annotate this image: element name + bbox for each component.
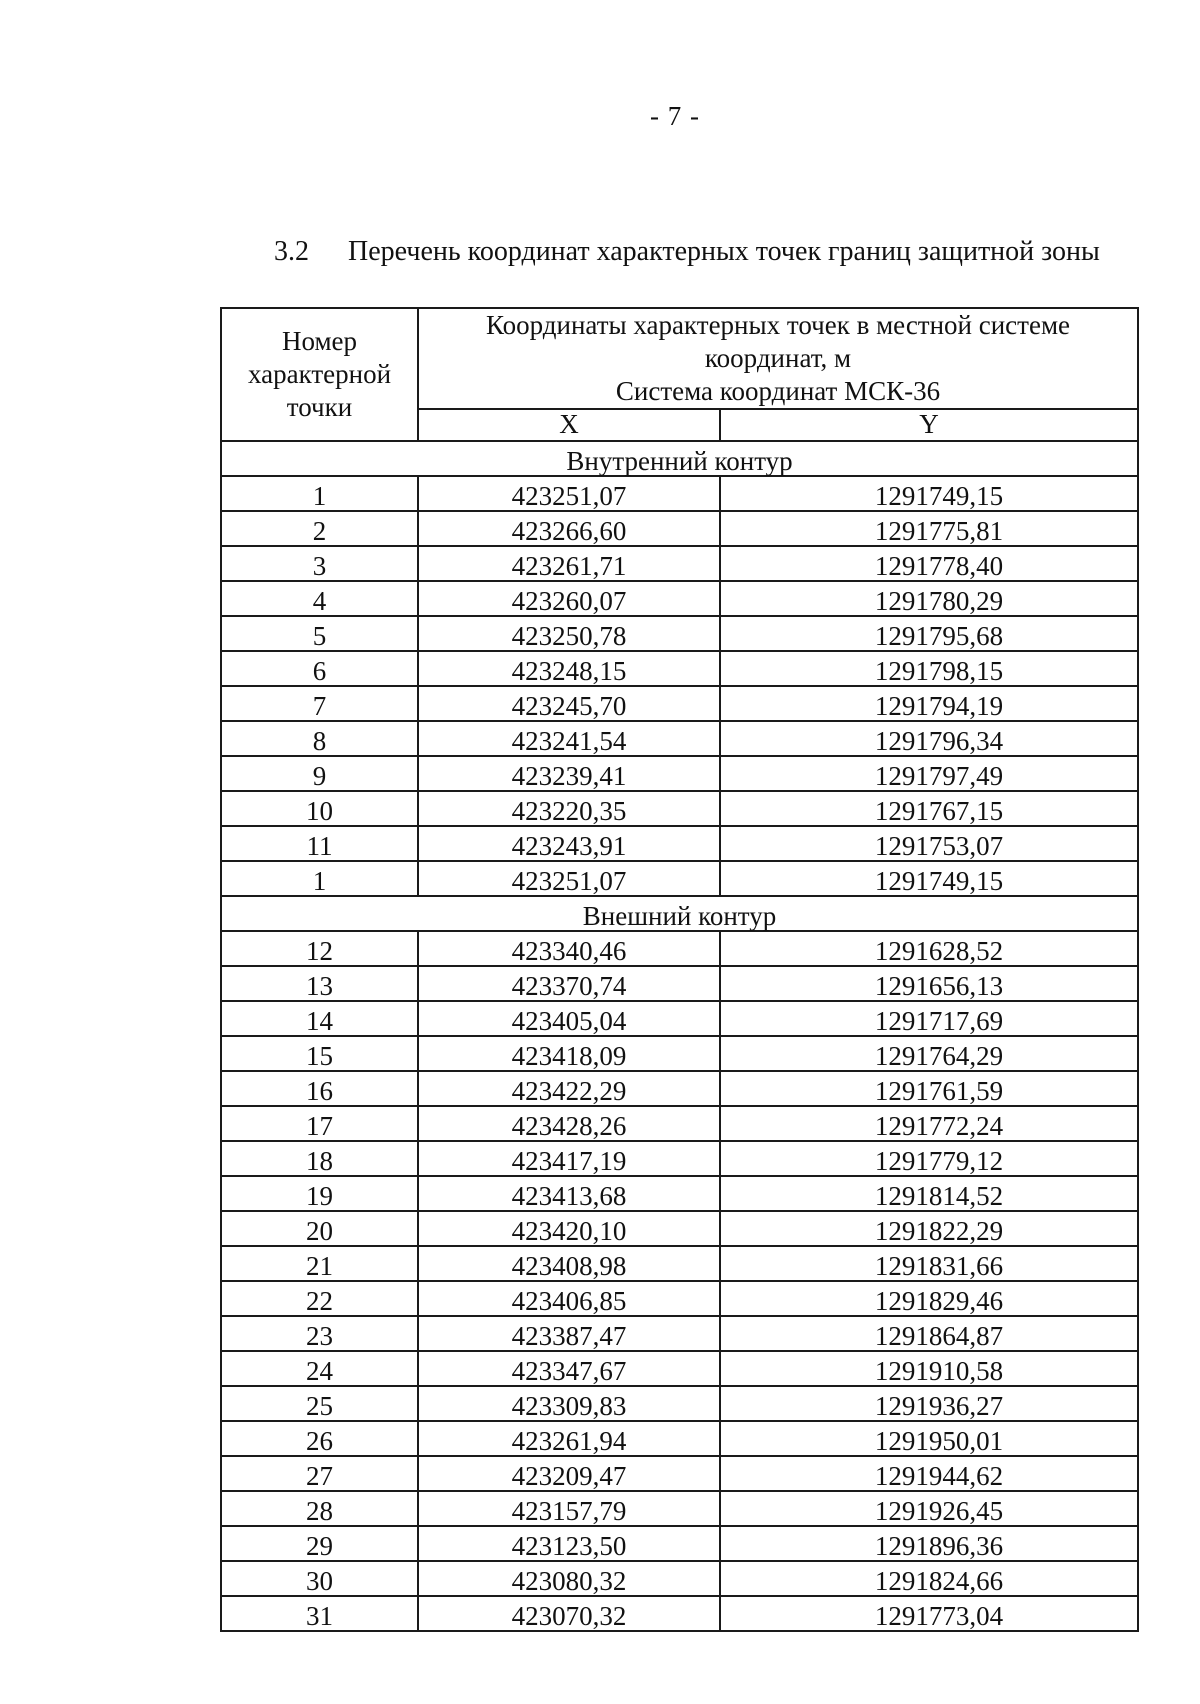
table-row [221, 721, 1138, 756]
x-coordinate-cell-value: 423123,50 [511, 1530, 627, 1561]
x-coordinate-cell [418, 1421, 720, 1456]
point-number-cell-value: 8 [312, 725, 327, 756]
x-coordinate-cell-value: 423418,09 [511, 1040, 627, 1071]
table-row [221, 1561, 1138, 1596]
table-row [221, 511, 1138, 546]
y-coordinate-cell [720, 546, 1138, 581]
y-coordinate-cell [720, 1001, 1138, 1036]
x-coordinate-cell-value: 423241,54 [511, 725, 627, 756]
y-coordinate-cell-value: 1291814,52 [874, 1180, 1004, 1211]
x-coordinate-cell [418, 1351, 720, 1386]
point-number-cell-value: 28 [306, 1495, 333, 1526]
y-coordinate-cell [720, 1036, 1138, 1071]
x-coordinate-cell [418, 966, 720, 1001]
point-number-cell [221, 1456, 418, 1491]
table-row [221, 1316, 1138, 1351]
point-number-cell-value: 24 [306, 1355, 333, 1386]
x-coordinate-cell-value: 423420,10 [511, 1215, 627, 1246]
point-number-cell-value: 14 [306, 1005, 333, 1036]
y-coordinate-cell [720, 1386, 1138, 1421]
point-number-cell-value: 1 [312, 480, 327, 511]
y-coordinate-cell [720, 861, 1138, 896]
point-number-cell [221, 476, 418, 511]
table-row [221, 1106, 1138, 1141]
point-number-cell [221, 1071, 418, 1106]
point-number-cell-value: 5 [312, 620, 327, 651]
x-coordinate-cell [418, 1456, 720, 1491]
point-number-cell-value: 4 [312, 585, 327, 616]
y-coordinate-cell [720, 1106, 1138, 1141]
y-coordinate-cell [720, 1071, 1138, 1106]
section-title: Перечень координат характерных точек границ защитной зоны [348, 236, 1100, 267]
point-number-cell [221, 1561, 418, 1596]
point-number-cell [221, 1001, 418, 1036]
y-coordinate-cell [720, 581, 1138, 616]
x-coordinate-cell [418, 686, 720, 721]
point-number-cell-value: 7 [312, 690, 327, 721]
y-coordinate-cell-value: 1291761,59 [874, 1075, 1004, 1106]
x-coordinate-cell-value: 423251,07 [511, 480, 627, 511]
x-coordinate-cell [418, 1071, 720, 1106]
group-title [221, 896, 1138, 931]
point-number-cell-value: 16 [306, 1075, 333, 1106]
point-number-cell [221, 1316, 418, 1351]
x-coordinate-cell [418, 756, 720, 791]
group-title [221, 441, 1138, 476]
point-number-cell-value: 21 [306, 1250, 333, 1281]
x-coordinate-cell [418, 791, 720, 826]
point-number-cell [221, 616, 418, 651]
y-coordinate-cell [720, 1526, 1138, 1561]
table-row [221, 1141, 1138, 1176]
point-number-cell-value: 27 [306, 1460, 333, 1491]
section-heading [274, 236, 1100, 268]
x-coordinate-cell [418, 1246, 720, 1281]
table-row [221, 651, 1138, 686]
point-number-cell-value: 20 [306, 1215, 333, 1246]
point-number-cell-value: 10 [306, 795, 333, 826]
point-number-cell [221, 1421, 418, 1456]
y-coordinate-cell-value: 1291773,04 [874, 1600, 1004, 1631]
point-number-cell-value: 18 [306, 1145, 333, 1176]
y-coordinate-cell [720, 686, 1138, 721]
point-number-cell [221, 1281, 418, 1316]
point-number-cell-value: 31 [306, 1600, 333, 1631]
y-coordinate-cell-value: 1291822,29 [874, 1215, 1004, 1246]
y-coordinate-cell-value: 1291767,15 [874, 795, 1004, 826]
group-row [221, 896, 1138, 931]
point-number-cell [221, 721, 418, 756]
x-coordinate-cell [418, 616, 720, 651]
table-row [221, 1386, 1138, 1421]
table-row [221, 581, 1138, 616]
x-coordinate-cell [418, 1491, 720, 1526]
point-number-cell-value: 22 [306, 1285, 333, 1316]
y-coordinate-cell-value: 1291753,07 [874, 830, 1004, 861]
point-number-cell-value: 30 [306, 1565, 333, 1596]
header-x: X [418, 409, 720, 441]
x-coordinate-cell [418, 546, 720, 581]
y-coordinate-cell [720, 1351, 1138, 1386]
y-coordinate-cell-value: 1291798,15 [874, 655, 1004, 686]
x-coordinate-cell-value: 423370,74 [511, 970, 627, 1001]
x-coordinate-cell [418, 581, 720, 616]
x-coordinate-cell-value: 423340,46 [511, 935, 627, 966]
table-row [221, 1596, 1138, 1631]
point-number-cell-value: 23 [306, 1320, 333, 1351]
header-coordinates-line1: Координаты характерных точек в местной системе [485, 310, 1071, 340]
y-coordinate-cell-value: 1291764,29 [874, 1040, 1004, 1071]
y-coordinate-cell [720, 791, 1138, 826]
table-row [221, 1211, 1138, 1246]
y-coordinate-cell [720, 1281, 1138, 1316]
point-number-cell [221, 966, 418, 1001]
x-coordinate-cell [418, 826, 720, 861]
x-coordinate-cell [418, 931, 720, 966]
x-coordinate-cell-value: 423209,47 [511, 1460, 627, 1491]
group-title-text: Внешний контур [582, 900, 777, 931]
y-coordinate-cell [720, 931, 1138, 966]
x-coordinate-cell-value: 423417,19 [511, 1145, 627, 1176]
y-coordinate-cell [720, 1176, 1138, 1211]
point-number-cell-value: 3 [312, 550, 327, 581]
x-coordinate-cell-value: 423157,79 [511, 1495, 627, 1526]
y-coordinate-cell-value: 1291795,68 [874, 620, 1004, 651]
point-number-cell [221, 1106, 418, 1141]
point-number-cell [221, 1176, 418, 1211]
point-number-cell-value: 11 [306, 830, 333, 861]
point-number-cell-value: 2 [312, 515, 327, 546]
x-coordinate-cell [418, 1001, 720, 1036]
table-row [221, 966, 1138, 1001]
x-coordinate-cell [418, 1526, 720, 1561]
x-coordinate-cell-value: 423260,07 [511, 585, 627, 616]
x-coordinate-cell-value: 423261,94 [511, 1425, 627, 1456]
y-coordinate-cell-value: 1291944,62 [874, 1460, 1004, 1491]
y-coordinate-cell [720, 1211, 1138, 1246]
table-row [221, 826, 1138, 861]
y-coordinate-cell-value: 1291749,15 [874, 480, 1004, 511]
table-row [221, 931, 1138, 966]
table-row [221, 791, 1138, 826]
point-number-cell [221, 756, 418, 791]
x-coordinate-cell-value: 423266,60 [511, 515, 627, 546]
point-number-cell [221, 1491, 418, 1526]
x-coordinate-cell-value: 423261,71 [511, 550, 627, 581]
table-row [221, 1351, 1138, 1386]
point-number-cell [221, 1526, 418, 1561]
x-coordinate-cell-value: 423428,26 [511, 1110, 627, 1141]
y-coordinate-cell-value: 1291896,36 [874, 1530, 1004, 1561]
y-coordinate-cell-value: 1291779,12 [874, 1145, 1004, 1176]
table-row [221, 1071, 1138, 1106]
table-row [221, 1281, 1138, 1316]
y-coordinate-cell [720, 1561, 1138, 1596]
y-coordinate-cell-value: 1291772,24 [874, 1110, 1004, 1141]
table-row [221, 1001, 1138, 1036]
point-number-cell [221, 861, 418, 896]
table-row [221, 756, 1138, 791]
point-number-cell [221, 1036, 418, 1071]
x-coordinate-cell-value: 423250,78 [511, 620, 627, 651]
point-number-cell [221, 826, 418, 861]
header-coordinates-line3: Система координат МСК-36 [615, 375, 941, 406]
point-number-cell [221, 511, 418, 546]
x-coordinate-cell [418, 721, 720, 756]
point-number-cell-value: 15 [306, 1040, 333, 1071]
y-coordinate-cell [720, 756, 1138, 791]
table-row [221, 616, 1138, 651]
header-y: Y [720, 409, 1138, 441]
y-coordinate-cell [720, 1246, 1138, 1281]
y-coordinate-cell [720, 651, 1138, 686]
y-coordinate-cell-value: 1291628,52 [874, 935, 1004, 966]
y-coordinate-cell-value: 1291749,15 [874, 865, 1004, 896]
y-coordinate-cell [720, 1141, 1138, 1176]
x-coordinate-cell-value: 423422,29 [511, 1075, 627, 1106]
point-number-cell-value: 9 [312, 760, 327, 791]
page-number: - 7 - [650, 101, 700, 131]
x-coordinate-cell-value: 423406,85 [511, 1285, 627, 1316]
y-coordinate-cell [720, 826, 1138, 861]
point-number-cell-value: 1 [312, 865, 327, 896]
table-row [221, 476, 1138, 511]
y-coordinate-cell [720, 616, 1138, 651]
x-coordinate-cell-value: 423405,04 [511, 1005, 627, 1036]
point-number-cell [221, 651, 418, 686]
y-coordinate-cell [720, 1596, 1138, 1631]
group-title-text: Внутренний контур [566, 445, 793, 476]
x-coordinate-cell-value: 423413,68 [511, 1180, 627, 1211]
table-row [221, 1246, 1138, 1281]
x-coordinate-cell [418, 651, 720, 686]
point-number-cell [221, 931, 418, 966]
table-row [221, 861, 1138, 896]
y-coordinate-cell [720, 511, 1138, 546]
section-number: 3.2 [274, 236, 309, 267]
table-body [221, 441, 1138, 1631]
y-coordinate-cell-value: 1291796,34 [874, 725, 1004, 756]
table-row [221, 686, 1138, 721]
point-number-cell [221, 1596, 418, 1631]
table-row [221, 1036, 1138, 1071]
table-row [221, 1176, 1138, 1211]
y-coordinate-cell-value: 1291910,58 [874, 1355, 1004, 1386]
x-coordinate-cell [418, 511, 720, 546]
x-coordinate-cell-value: 423070,32 [511, 1600, 627, 1631]
point-number-cell [221, 581, 418, 616]
point-number-cell [221, 1211, 418, 1246]
point-number-cell-value: 29 [306, 1530, 333, 1561]
x-coordinate-cell [418, 1036, 720, 1071]
group-row [221, 441, 1138, 476]
x-coordinate-cell-value: 423387,47 [511, 1320, 627, 1351]
y-coordinate-cell-value: 1291831,66 [874, 1250, 1004, 1281]
x-coordinate-cell [418, 1281, 720, 1316]
y-coordinate-cell [720, 1491, 1138, 1526]
point-number-cell-value: 19 [306, 1180, 333, 1211]
x-coordinate-cell-value: 423220,35 [511, 795, 627, 826]
y-coordinate-cell-value: 1291829,46 [874, 1285, 1004, 1316]
point-number-cell-value: 6 [312, 655, 327, 686]
x-coordinate-cell [418, 1316, 720, 1351]
x-coordinate-cell [418, 1141, 720, 1176]
y-coordinate-cell-value: 1291950,01 [874, 1425, 1004, 1456]
y-coordinate-cell-value: 1291824,66 [874, 1565, 1004, 1596]
point-number-cell [221, 791, 418, 826]
point-number-cell [221, 1246, 418, 1281]
x-coordinate-cell-value: 423245,70 [511, 690, 627, 721]
point-number-cell-value: 26 [306, 1425, 333, 1456]
x-coordinate-cell-value: 423251,07 [511, 865, 627, 896]
point-number-cell-value: 13 [306, 970, 333, 1001]
x-coordinate-cell [418, 1211, 720, 1246]
y-coordinate-cell-value: 1291864,87 [874, 1320, 1004, 1351]
y-coordinate-cell-value: 1291797,49 [874, 760, 1004, 791]
point-number-cell [221, 1351, 418, 1386]
table-row [221, 546, 1138, 581]
point-number-cell [221, 1386, 418, 1421]
y-coordinate-cell-value: 1291775,81 [874, 515, 1004, 546]
x-coordinate-cell-value: 423243,91 [511, 830, 627, 861]
y-coordinate-cell-value: 1291778,40 [874, 550, 1004, 581]
y-coordinate-cell [720, 1421, 1138, 1456]
x-coordinate-cell [418, 476, 720, 511]
x-coordinate-cell-value: 423248,15 [511, 655, 627, 686]
coordinates-table [220, 307, 1139, 1632]
y-coordinate-cell [720, 1456, 1138, 1491]
point-number-cell-value: 25 [306, 1390, 333, 1421]
table-row [221, 1526, 1138, 1561]
x-coordinate-cell [418, 1561, 720, 1596]
y-coordinate-cell-value: 1291780,29 [874, 585, 1004, 616]
x-coordinate-cell-value: 423347,67 [511, 1355, 627, 1386]
y-coordinate-cell-value: 1291717,69 [874, 1005, 1004, 1036]
x-coordinate-cell [418, 1596, 720, 1631]
table-row [221, 1456, 1138, 1491]
y-coordinate-cell [720, 1316, 1138, 1351]
x-coordinate-cell-value: 423080,32 [511, 1565, 627, 1596]
y-coordinate-cell [720, 966, 1138, 1001]
y-coordinate-cell-value: 1291926,45 [874, 1495, 1004, 1526]
x-coordinate-cell-value: 423408,98 [511, 1250, 627, 1281]
table-row [221, 1421, 1138, 1456]
y-coordinate-cell [720, 476, 1138, 511]
y-coordinate-cell [720, 721, 1138, 756]
x-coordinate-cell [418, 861, 720, 896]
x-coordinate-cell [418, 1106, 720, 1141]
x-coordinate-cell [418, 1176, 720, 1211]
point-number-cell [221, 1141, 418, 1176]
header-coordinates-line2: координат, м [704, 342, 852, 373]
y-coordinate-cell-value: 1291656,13 [874, 970, 1004, 1001]
y-coordinate-cell-value: 1291794,19 [874, 690, 1004, 721]
point-number-cell-value: 17 [306, 1110, 333, 1141]
table-row [221, 1491, 1138, 1526]
header-point-number: Номер характерной точки [221, 308, 418, 441]
y-coordinate-cell-value: 1291936,27 [874, 1390, 1004, 1421]
header-coordinates [418, 308, 1138, 409]
x-coordinate-cell [418, 1386, 720, 1421]
point-number-cell [221, 686, 418, 721]
x-coordinate-cell-value: 423239,41 [511, 760, 627, 791]
point-number-cell-value: 12 [306, 935, 333, 966]
x-coordinate-cell-value: 423309,83 [511, 1390, 627, 1421]
point-number-cell [221, 546, 418, 581]
